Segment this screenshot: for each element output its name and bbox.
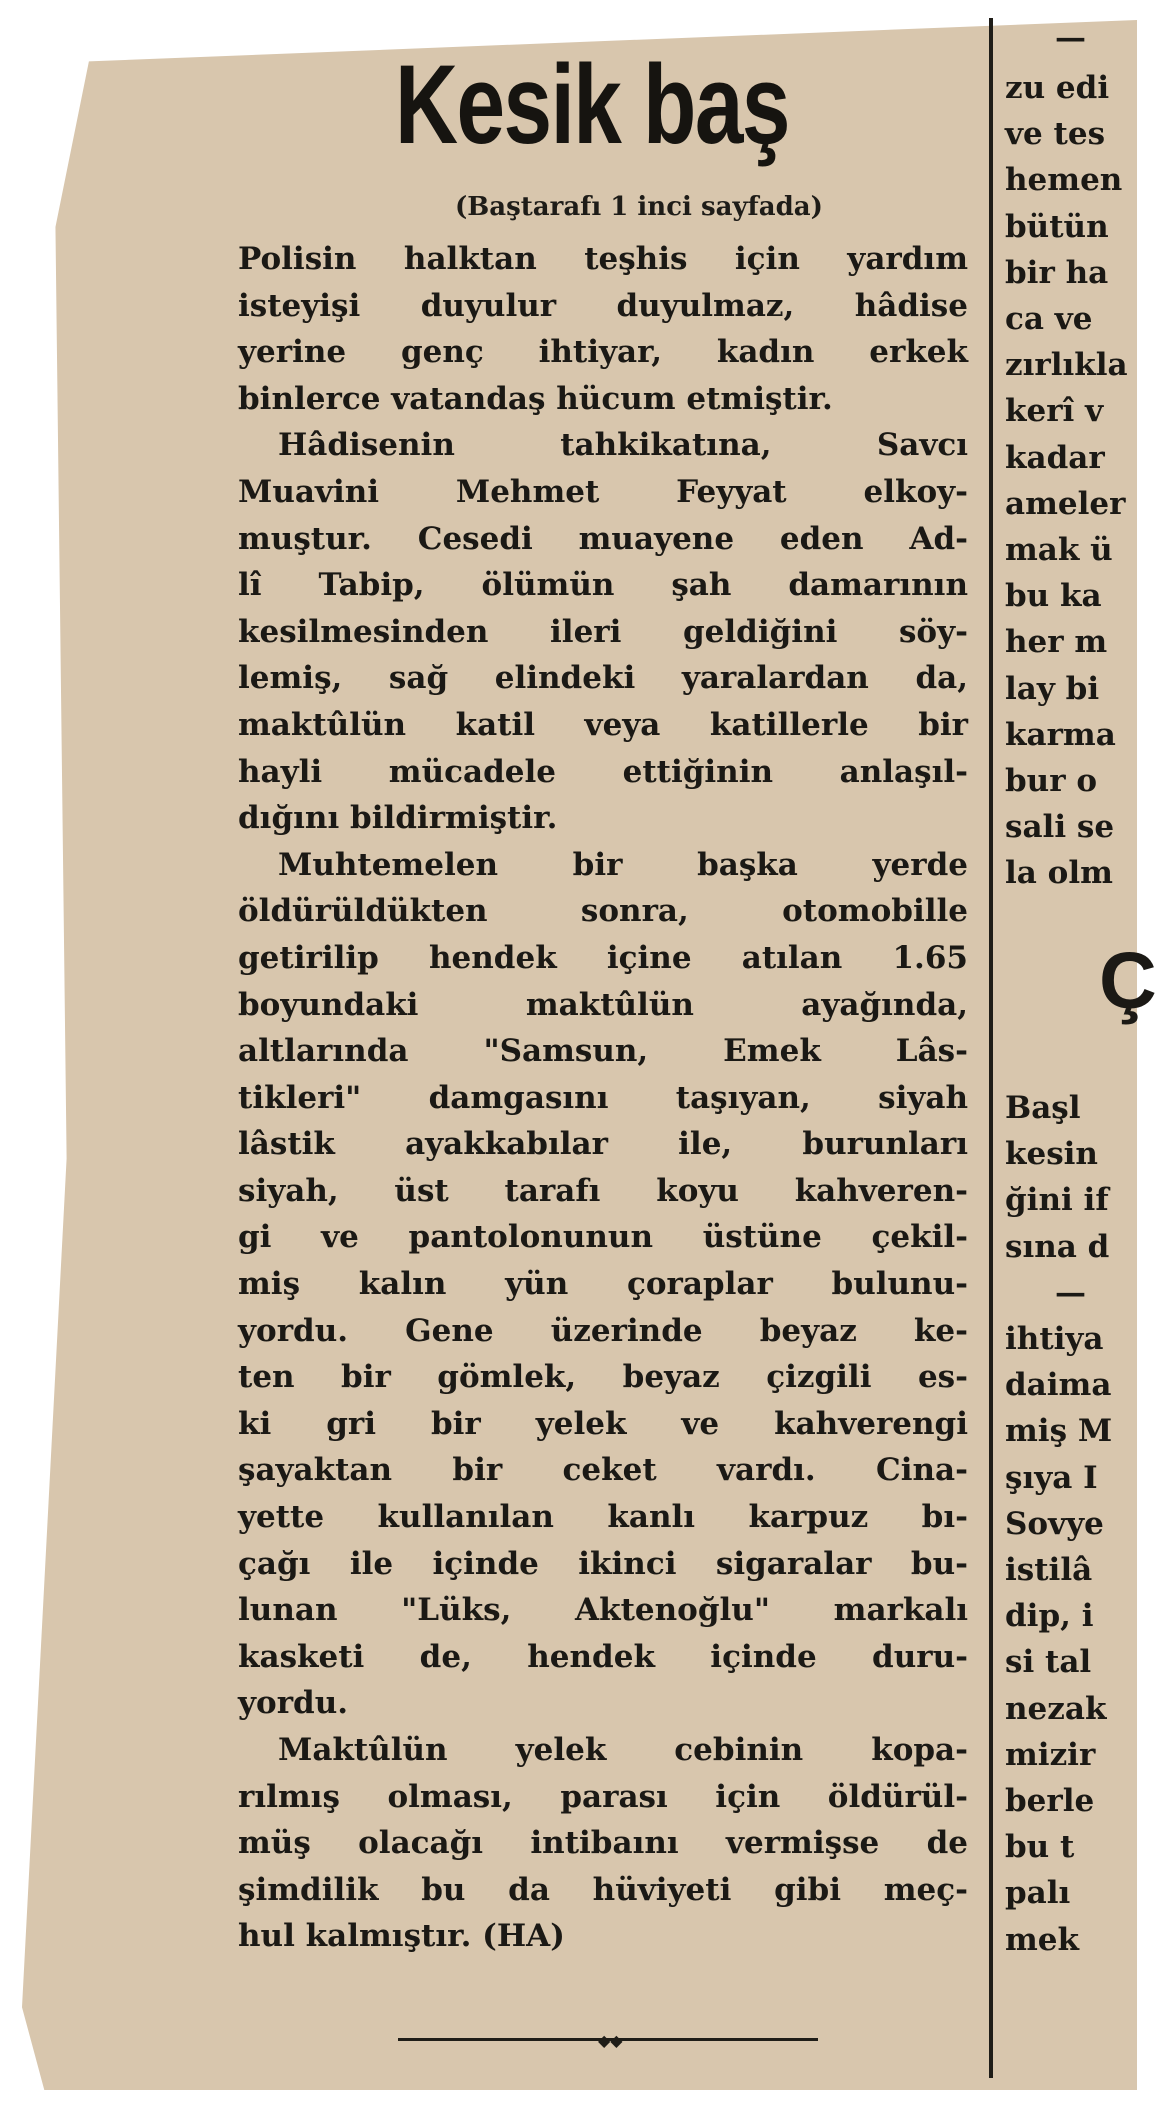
body-line: müş olacağı intibaını vermişse de (238, 1825, 968, 1862)
adjacent-text-fragment: ca ve (1005, 301, 1093, 337)
body-line: lemiş, sağ elindeki yaralardan da, (238, 660, 968, 697)
body-line: hul kalmıştır. (HA) (238, 1918, 565, 1955)
adjacent-text-fragment: kerî v (1005, 393, 1104, 430)
adjacent-text-fragment: hemen (1005, 162, 1123, 199)
body-line: Hâdisenin tahkikatına, Savcı (278, 427, 968, 464)
body-line: binlerce vatandaş hücum etmiştir. (238, 380, 833, 417)
adjacent-text-fragment: daima (1005, 1367, 1112, 1404)
body-line: yordu. (238, 1685, 349, 1722)
body-line: lâstik ayakkabılar ile, burunları (238, 1126, 968, 1163)
adjacent-text-fragment: her m (1005, 624, 1108, 661)
body-line: altlarında "Samsun, Emek Lâs- (238, 1033, 968, 1070)
adjacent-headline-fragment: Ç (1099, 936, 1157, 1025)
body-line: yerine genç ihtiyar, kadın erkek (238, 334, 968, 371)
body-line: şimdilik bu da hüviyeti gibi meç- (238, 1871, 968, 1908)
adjacent-text-fragment: bu ka (1005, 578, 1102, 615)
body-line: dığını bildirmiştir. (238, 800, 558, 837)
adjacent-text-fragment: palı (1005, 1875, 1071, 1912)
adjacent-column-fragment (1005, 20, 1157, 2080)
adjacent-text-fragment: berle (1005, 1783, 1095, 1819)
adjacent-text-fragment: şıya I (1005, 1459, 1098, 1496)
adjacent-top-dash: — (1055, 20, 1086, 56)
adjacent-text-fragment: lay bi (1005, 670, 1100, 707)
adjacent-text-fragment: la olm (1005, 855, 1113, 892)
adjacent-text-fragment: mak ü (1005, 532, 1113, 568)
body-line: getirilip hendek içine atılan 1.65 (238, 939, 968, 976)
body-line: lunan "Lüks, Aktenoğlu" markalı (238, 1592, 968, 1629)
adjacent-text-fragment: sına d (1005, 1228, 1110, 1265)
headline: Kesik baş (395, 42, 789, 167)
body-line: tikleri" damgasını taşıyan, siyah (238, 1079, 968, 1116)
body-line: isteyişi duyulur duyulmaz, hâdise (238, 287, 968, 324)
body-line: lî Tabip, ölümün şah damarının (238, 567, 968, 604)
adjacent-text-fragment: si tal (1005, 1644, 1092, 1681)
adjacent-text-fragment: karma (1005, 716, 1116, 753)
body-line: gi ve pantolonunun üstüne çekil- (238, 1219, 968, 1256)
adjacent-text-fragment: Sovye (1005, 1505, 1104, 1542)
body-line: kesilmesinden ileri geldiğini söy- (238, 613, 968, 650)
adjacent-text-fragment: mizir (1005, 1736, 1096, 1773)
adjacent-text-fragment: miş M (1005, 1413, 1113, 1450)
adjacent-text-fragment: bir ha (1005, 254, 1109, 291)
body-line: yordu. Gene üzerinde beyaz ke- (238, 1312, 968, 1349)
body-line: siyah, üst tarafı koyu kahveren- (238, 1172, 968, 1209)
adjacent-text-fragment: bur o (1005, 763, 1098, 799)
adjacent-text-fragment: ğini if (1005, 1182, 1109, 1219)
body-line: çağı ile içinde ikinci sigaralar bu- (238, 1545, 968, 1582)
body-line: Maktûlün yelek cebinin kopa- (278, 1732, 968, 1768)
article-body (238, 236, 968, 1960)
body-line: hayli mücadele ettiğinin anlaşıl- (238, 753, 968, 790)
body-line: Muhtemelen bir başka yerde (278, 846, 968, 883)
adjacent-text-fragment: kesin (1005, 1136, 1098, 1173)
body-line: maktûlün katil veya katillerle bir (238, 706, 968, 743)
body-line: Polisin halktan teşhis için yardım (238, 241, 968, 277)
adjacent-text-fragment: zırlıkla (1005, 347, 1128, 384)
body-line: öldürüldükten sonra, otomobille (238, 893, 968, 930)
adjacent-text-fragment: bütün (1005, 208, 1109, 245)
column-divider (989, 18, 993, 2078)
end-ornament-icon: ◆◆ (598, 2031, 623, 2050)
adjacent-text-fragment: ve tes (1005, 116, 1106, 153)
adjacent-text-fragment: zu edi (1005, 70, 1110, 106)
body-line: ten bir gömlek, beyaz çizgili es- (238, 1359, 968, 1396)
adjacent-text-fragment: ihtiya (1005, 1321, 1104, 1357)
body-line: miş kalın yün çoraplar bulunu- (238, 1266, 968, 1303)
body-line: ki gri bir yelek ve kahverengi (238, 1405, 968, 1442)
adjacent-text-fragment: dip, i (1005, 1598, 1094, 1635)
adjacent-text-fragment: nezak (1005, 1690, 1107, 1727)
body-line: yette kullanılan kanlı karpuz bı- (238, 1499, 968, 1536)
adjacent-text-fragment: sali se (1005, 809, 1115, 846)
body-line: rılmış olması, parası için öldürül- (238, 1778, 968, 1815)
body-line: kasketi de, hendek içinde duru- (238, 1638, 968, 1675)
body-line: şayaktan bir ceket vardı. Cina- (238, 1452, 968, 1489)
adjacent-text-fragment: Başl (1005, 1090, 1081, 1126)
adjacent-text-fragment: istilâ (1005, 1552, 1093, 1588)
adjacent-text-fragment: kadar (1005, 439, 1105, 476)
article-end-rule (398, 2031, 818, 2050)
body-line: boyundaki maktûlün ayağında, (238, 986, 968, 1023)
adjacent-text-fragment: — (1055, 1274, 1086, 1311)
body-line: muştur. Cesedi muayene eden Ad- (238, 520, 968, 557)
adjacent-text-fragment: mek (1005, 1921, 1080, 1958)
body-line: Muavini Mehmet Feyyat elkoy- (238, 473, 968, 510)
adjacent-text-fragment: bu t (1005, 1829, 1075, 1866)
adjacent-text-fragment: ameler (1005, 485, 1126, 522)
continued-from-note: (Baştarafı 1 inci sayfada) (455, 192, 823, 222)
